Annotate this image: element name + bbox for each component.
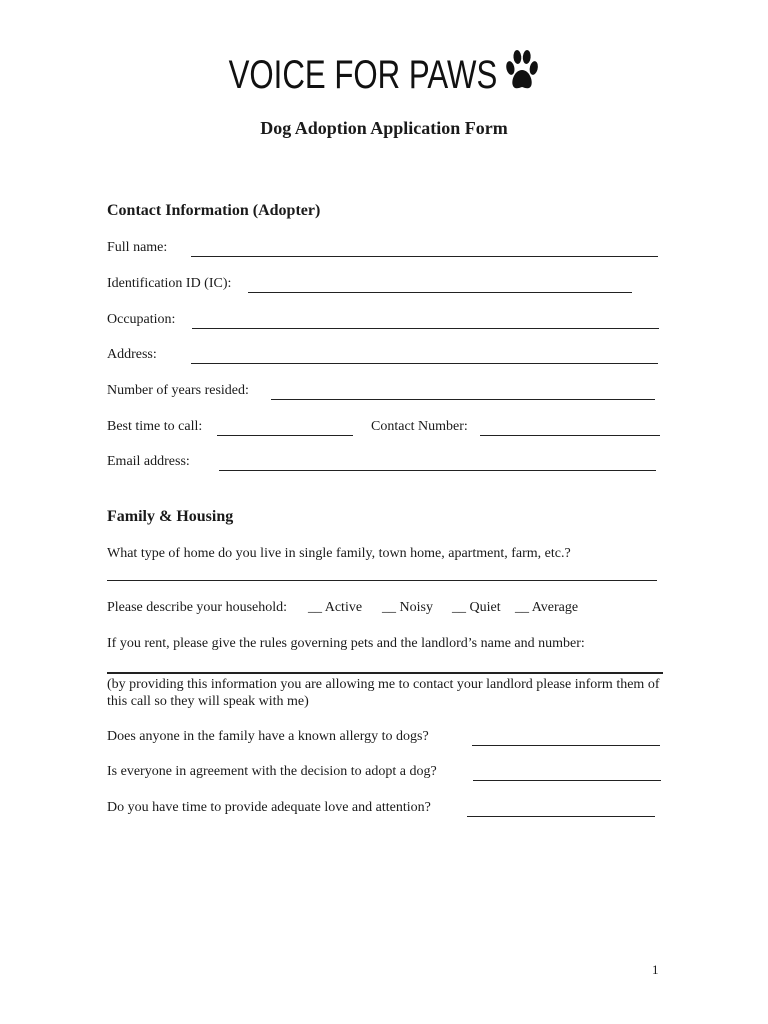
address-field[interactable]	[191, 363, 658, 364]
family-heading: Family & Housing	[107, 508, 234, 525]
allergy-field[interactable]	[472, 745, 660, 746]
landlord-note: (by providing this information you are allowing me to contact your landlord please inform them of this call so they will speak with me)	[107, 677, 660, 709]
page-number: 1	[652, 962, 659, 977]
agreement-question: Is everyone in agreement with the decision to adopt a dog?	[107, 764, 437, 779]
years-resided-field[interactable]	[271, 399, 655, 400]
page-title: Dog Adoption Application Form	[260, 118, 508, 138]
time-love-question: Do you have time to provide adequate love and attention?	[107, 800, 431, 815]
years-resided-label: Number of years resided:	[107, 383, 249, 398]
contact-number-label: Contact Number:	[371, 419, 468, 434]
household-option-active[interactable]: __ Active	[308, 600, 363, 615]
home-type-field[interactable]	[107, 580, 657, 581]
household-label: Please describe your household:	[107, 600, 288, 615]
contact-heading: Contact Information (Adopter)	[107, 202, 321, 219]
household-option-quiet[interactable]: __ Quiet	[452, 600, 501, 615]
paw-icon	[504, 48, 540, 92]
allergy-question: Does anyone in the family have a known allergy to dogs?	[107, 729, 429, 744]
household-option-noisy[interactable]: __ Noisy	[382, 600, 433, 615]
time-love-field[interactable]	[467, 816, 655, 817]
email-label: Email address:	[107, 454, 190, 469]
full-name-field[interactable]	[191, 256, 658, 257]
logo	[84, 48, 683, 99]
contact-number-field[interactable]	[480, 435, 660, 436]
logo-text: VOICE FOR PAWS	[228, 53, 498, 97]
email-field[interactable]	[219, 470, 656, 471]
identification-field[interactable]	[248, 292, 632, 293]
occupation-label: Occupation:	[107, 312, 176, 327]
home-type-question: What type of home do you live in single family, town home, apartment, farm, etc.?	[107, 546, 571, 561]
identification-label: Identification ID (IC):	[107, 276, 232, 291]
best-time-label: Best time to call:	[107, 419, 203, 434]
full-name-label: Full name:	[107, 240, 168, 255]
best-time-field[interactable]	[217, 435, 353, 436]
rent-rules-field[interactable]	[107, 672, 663, 674]
agreement-field[interactable]	[473, 780, 661, 781]
occupation-field[interactable]	[192, 328, 659, 329]
rent-rules-question: If you rent, please give the rules governing pets and the landlord’s name and number:	[107, 636, 585, 651]
household-option-average[interactable]: __ Average	[515, 600, 579, 615]
address-label: Address:	[107, 347, 157, 362]
